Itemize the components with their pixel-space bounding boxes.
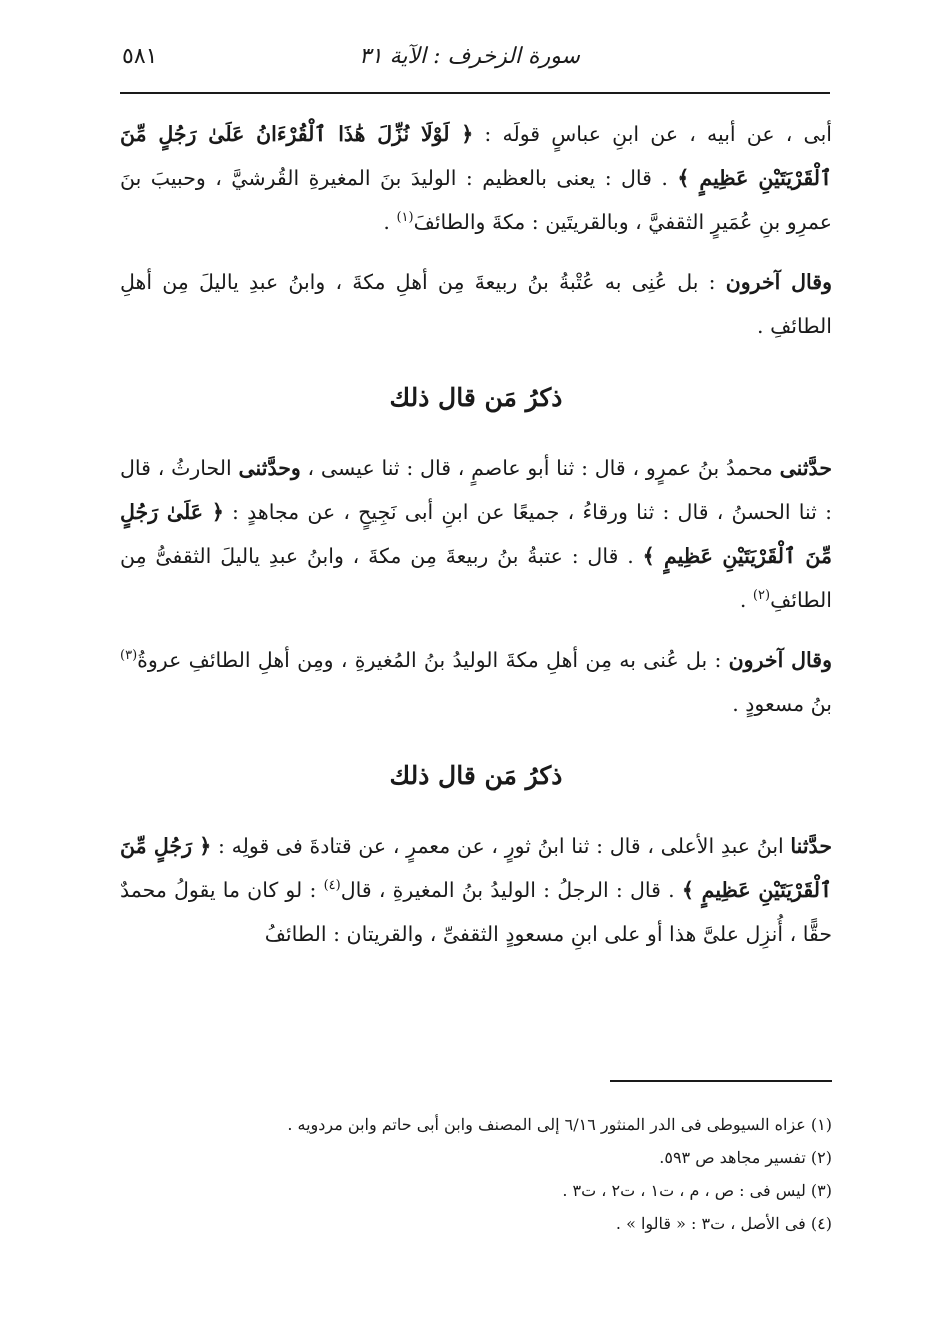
text-run: . قال : عتبةُ بنُ ربيعةَ مِن مكةَ ، وابنُ عبدِ ياليلَ الثقفىُّ مِن الطائفِ: [120, 544, 832, 612]
section-heading: ذكرُ مَن قال ذلك: [389, 383, 563, 412]
paragraph-1: [120, 112, 832, 244]
text-run: . قال : الرجلُ : الوليدُ بنُ المغيرةِ ، قال: [340, 878, 682, 902]
footnote-1: (١) عزاه السيوطى فى الدر المنثور ٦/١٦ إلى المصنف وابن أبى حاتم وابن مردويه .: [287, 1115, 832, 1134]
paragraph-5: [120, 824, 832, 956]
footnote-2: (٢) تفسير مجاهد ص ٥٩٣.: [659, 1148, 832, 1167]
header-rule: [120, 92, 830, 94]
footnote-separator: [610, 1080, 832, 1082]
paragraph-4: [120, 638, 832, 726]
quran-verse: ﴿ رَجُلٍ مِّنَ ٱلْقَرْيَتَيْنِ عَظِيمٍ ﴾: [120, 834, 832, 902]
footnote-4: (٤) فى الأصل ، ت٣ : « قالوا » .: [615, 1214, 832, 1233]
text-run: محمدُ بنُ عمرٍو ، قال : ثنا أبو عاصمٍ ، قال : ثنا عيسى ،: [300, 456, 780, 480]
text-run: ابنُ عبدِ الأعلى ، قال : ثنا ابنُ ثورٍ ، عن معمرٍ ، عن قتادةَ فى قولِه :: [211, 834, 791, 858]
text-run: .: [383, 210, 397, 234]
paragraph-3: [120, 446, 832, 622]
text-run: : لو كان ما يقولُ محمدٌ حقًّا ، أُنزِل علىَّ هذا أو على ابنِ مسعودٍ الثقفىِّ ، والقريتان : الطائفُ: [120, 878, 832, 946]
footnote-ref[interactable]: (٢): [752, 588, 771, 604]
lead-phrase: وقال آخرون: [728, 648, 832, 672]
footnotes: [112, 1108, 832, 1240]
quran-verse: ﴿ لَوْلَا نُزِّلَ هَٰذَا ٱلْقُرْءَانُ عَلَىٰ رَجُلٍ مِّنَ ٱلْقَرْيَتَيْنِ عَظِيمٍ ﴾: [120, 122, 832, 190]
page-number: ٥٨١: [122, 44, 158, 69]
lead-phrase: وقال آخرون: [725, 270, 832, 294]
footnote-3: (٣) ليس فى : ص ، م ، ت١ ، ت٢ ، ت٣ .: [562, 1181, 832, 1200]
footnote-ref[interactable]: (٣): [120, 648, 138, 664]
text-run: : بل عُنِى به عُتْبةُ بنُ ربيعةَ مِن أهلِ مكةَ ، وابنُ عبدِ ياليلَ مِن أهلِ الطائفِ .: [120, 270, 832, 338]
lead-phrase: حدَّثنى: [779, 456, 832, 480]
text-run: الحارثُ ، قال : ثنا الحسنُ ، قال : ثنا ورقاءُ ، جميعًا عن ابنِ أبى نَجِيحٍ ، عن مجاهدٍ :: [120, 456, 832, 524]
main-text: [120, 112, 832, 972]
page-header: [120, 38, 830, 88]
text-run: بنُ مسعودٍ .: [732, 692, 832, 716]
text-run: : بل عُنى به مِن أهلِ مكةَ الوليدُ بنُ المُغيرةِ ، ومِن أهلِ الطائفِ عروةُ: [137, 648, 729, 672]
paragraph-2: [120, 260, 832, 348]
section-heading: ذكرُ مَن قال ذلك: [389, 761, 563, 790]
text-run: .: [739, 588, 753, 612]
footnote-ref[interactable]: (٤): [323, 878, 341, 894]
running-title: سورة الزخرف : الآية ٣١: [358, 44, 580, 69]
footnote-ref[interactable]: (١): [396, 210, 414, 226]
lead-phrase: حدَّثنا: [790, 834, 832, 858]
lead-phrase: وحدَّثنى: [238, 456, 301, 480]
text-run: . قال : يعنى بالعظيم : الوليدَ بنَ المغيرةِ القُرشيَّ ، وحبيبَ بنَ عمرِو بنِ عُمَيرٍ الثقفيَّ ، وبالقريتَين : مكةَ والطائفَ: [120, 166, 832, 234]
quran-verse: ﴿ عَلَىٰ رَجُلٍ مِّنَ ٱلْقَرْيَتَيْنِ عَظِيمٍ ﴾: [120, 500, 833, 568]
text-run: أبى ، عن أبيه ، عن ابنِ عباسٍ قولَه :: [473, 122, 832, 146]
